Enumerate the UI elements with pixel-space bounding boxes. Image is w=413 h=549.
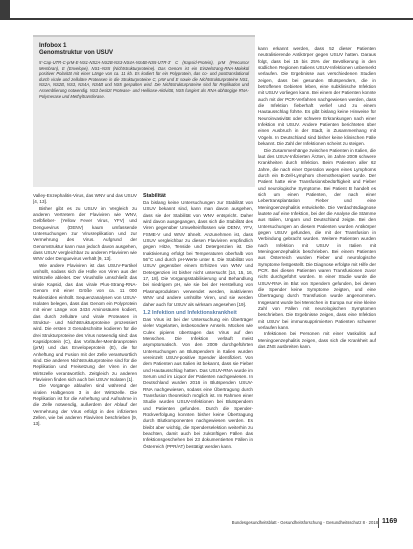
section-heading-infection: 1.2 Infektion und Infektionskrankheit xyxy=(143,309,237,316)
column-left xyxy=(33,193,137,511)
paragraph: Das Virus ist bei der Untersuchung ein Überträger vieler Vogelarten, insbesondere Amseln. Mücken wie Culex pipiens übertragen das Virus auf den Menschen. Die Infektion verläuft meist asymptomatisch. Von den 2009 durchgeführten Untersuchungen an Blutspendern in Italien wurden vereinzelt USUV-positive Spender identifiziert. Von dem Patienten aus Italien ist bekannt, dass sie Fieber und Hautausschlag hatten. Das USUV-RNA wurde im Serum und im Liquor der Patienten nachgewiesen. In Deutschland wurden 2016 in Blutspenden USUV-RNA nachgewiesen, sodass eine Übertragung durch Transfusion theoretisch möglich ist. Im Rahmen einer Studie wurden USUV-Infektionen bei Blutspendern und Patienten gefunden. Durch die Spender-Rückverfolgung konnten bisher keine Übertragung durch Blutkomponenten nachgewiesen werden. Es bleibt aber wichtig, die Spenderselektion weiterhin zu beachten, damit auch bei zukünftigen Fällen das Infektionsgeschehen bei 23 dokumentierten Fällen in Österreich (PPR/AT) bestätigt werden kann. xyxy=(143,316,253,449)
section-heading-stability: Stabilität xyxy=(143,193,166,199)
infobox-subtitle: Genomstruktur von USUV xyxy=(39,49,114,56)
paragraph: kann erkannt werden, dass 52 dieser Patienten neutralisierende Antikörper gegen USUV hatten. Daraus folgt, dass bei 15 bis 25% der Bevölkerung in den südlichen Regionen Italiens USUV-Infektionen unbemerkt verlaufen. Die Ergebnisse aus verschiedenen Studien zeigen, dass bei gesunden Blutspendern, die in betroffenen Gebieten leben, eine subklinische Infektion mit USUV vorliegen kann. Bei einem der Patienten konnte auch mit der PCR-Verfahren nachgewiesen werden, dass die Infektion fieberhaft verlief und zu einem Hautausschlag führte. Es gibt bislang keine Hinweise für Neuroinvasivität oder schwere Erkrankungen nach einer Infektion mit USUV. Andere Patienten berichteten über einen Ausbruch in der Stadt, in Zusammenhang mit Vögeln. In Deutschland sind bisher keine klinischen Fälle bekannt. Die Zahl der Infektionen scheint zu steigen. xyxy=(258,46,376,147)
page-top-bar xyxy=(0,0,413,20)
paragraph: Die Zusammenhänge zwischen Patienten in Italien, die laut des USUV-Infizierten Ärzten, im Jahre 2009 schwere Krankheiten durch Infektion. Beim Patienten aller 62 Jahre, die nach einer Operation wegen eines Lymphoms durch ein B-Zell-Lymphom chemotherapiert wurde. Der Patient hatte eine Transfusionsbedürftigkeit und Fieber und neurologische Symptome. Bei Patient B handelt es sich um einen Patienten, der nach einer Lebertransplantation Fieber und eine Meningoenzephalitis entwickelte. Die Verdachtsdiagnose lautete auf eine Infektion, bei der die Analyse die Stämme aus Italien, Ungarn und Deutschland zeigte. Bei den Untersuchungen an diesem Patienten wurden Antikörper gegen USUV gefunden, die mit der Transfusion in Verbindung gebracht wurden. Weitere Patienten wurden nach Infektion mit USUV in Italien mit Meningoenzephalitis beschrieben. Bei einem Patienten aus Österreich wurden Fieber und neurologische Symptome festgestellt. Die Diagnose erfolgte mit Hilfe der PCR. Bei diesen Patienten waren Transfusionen zuvor nicht durchgeführt worden. In einer Studie wurde die USUV-RNA im Blut von Spendern gefunden, bei denen die Spender keine Symptome zeigten, und eine Übertragung durch Transfusion wurde angenommen. Insgesamt wurde bei Menschen in Europa nur eine kleine Zahl von Fällen mit neurologischen Symptomen beschrieben. Die Ergebnisse zeigen, dass eine Infektion mit USUV bei immunsupprimierten Patienten schwerer verlaufen kann. xyxy=(258,147,376,331)
column-right xyxy=(258,46,376,511)
paragraph: Da bislang keine Untersuchungen zur Stabilität von USUV bekannt sind, kann man davon ausgehen, dass sie der Stabilität von WNV entspricht. Daher wird davon ausgegangen, dass sich die Stabilität des Viren gegenüber Umwelteinflüssen wie DENV, YFV, FSME-V und WNV ähnelt. Anzunehmen ist, dass USUV vergleichbar zu diesen Flaviviren empfindlich gegen Hitze, Tenside und Detergenzien ist. Die Inaktivierung erfolgt bei Temperaturen oberhalb von 56°C und durch pH-Werte unter 6. Die Stabilität von USUV gegenüber einem Erhitzen von WNV und Detergenzien ist bisher nicht untersucht [14, 15, 16, 17, 18]. Die Vorgangsstabilisierung und Behandlung bei niedrigem pH, wie sie bei der Herstellung von Plasmaprodukten verwendet werden, inaktivieren WNV und andere umhüllte Viren, und sie werden daher auch für USUV als wirksam angesehen [19]. xyxy=(143,200,253,307)
top-bar-rule xyxy=(10,18,413,20)
paragraph: Valley-Enzephalitis-Virus, das WNV und das USUV [4, 13]. xyxy=(33,193,137,205)
paragraph: Wie andere Flaviviren ist das USUV-Partikel umhüllt, sodass sich die Hülle von Viren aus der Wirtszelle ableitet. Der Virushülle umschließt das virale Kapsid, das das virale Plus-Strang-RNA-Genom mit einer Größe von ca. 11 000 Nukleotiden einhüllt. Sequenzanalysen von USUV-Isolaten belegen, dass das Genom ein Polyprotein mit einer Länge von 3434 Aminosäuren kodiert, das durch zelluläre und virale Proteasen in Struktur- und Nichtstrukturproteine prozessiert wird. Die ersten 3 Genabschnitte kodieren für die drei Strukturproteine des Virus notwendig sind: das Kapsidprotein (C), das Vorläufer-Membranprotein (prM) und das Envelopeprotein (E), die für Anheftung und Fusion mit der Zelle verantwortlich sind. Die anderen Nichtstrukturproteine sind für die Replikation und Freisetzung der Viren in der Wirtszelle verantwortlich. Zeitgleich zu anderen Flaviviren finden sich auch bei USUV Isolaten [1]. xyxy=(33,262,137,382)
paragraph: Infektionen bei Personen mit einer Vaskulitis auf Meningoenzephalitis zeigen, dass sich die Krankheit auf das ZNS ausbreiten kann. xyxy=(258,331,376,350)
infobox-title: Infobox 1 xyxy=(39,42,67,49)
journal-footer: Bundesgesundheitsblatt - Gesundheitsforschung - Gesundheitsschutz 8 · 2018 xyxy=(231,520,378,525)
column-middle xyxy=(143,193,253,511)
page-number-separator xyxy=(378,518,379,528)
paragraph: Die Vorgänge ablaufen sind während der viralen Halbgenom 3 in der Wirtszelle. Die Replikation ist für die Anheftung und Aufnahme in die Zelle notwendig, außerdem der Ablauf der Vermehrung der Virus erfolgt in den infizierten Zellen, wie bei anderen Flaviviren beschrieben [9, 13]. xyxy=(33,383,137,427)
page-number: 1169 xyxy=(382,518,398,525)
infobox xyxy=(33,35,255,187)
top-bar-block xyxy=(0,0,10,20)
infobox-body: 5'-Cap-UTR-C-prM-E-NS1-NS2A-NS2B-NS3-NS4A-NS4B-NS5-UTR-3' C (Kapsid-Protein), prM (Precursor Membran), E (Envelope), NS1–NS5 (Nichtstrukturproteine). Das Genom ist ein Einzelstrang-RNA-Molekül positiver Polarität mit einer Länge von ca. 11 kb. Es kodiert für ein Polyprotein, das co- und posttranslational durch virale und zelluläre Proteasen in die Strukturproteine C, prM und E sowie die Nichtstrukturproteine NS1, NS2A, NS2B, NS3, NS4A, NS4B und NS5 gespalten wird. Die Nichtstrukturproteine sind für Replikation und Assemblierung notwendig. NS3 besitzt Protease- und Helikase-Aktivität, NS5 fungiert als RNA-abhängige RNA-Polymerase und Methyltransferase. xyxy=(39,60,249,99)
paragraph: Bisher gibt es zu USUV im Vergleich zu anderen Vertretern der Flaviviren wie WNV, Gelbfieber- (Yellow Fever Virus, YFV) und Denguevirus (DENV) kaum umfassende Untersuchungen zur Virusreplikation und zur Vermehrung des Virus. Aufgrund der Genomstruktur kann man jedoch davon ausgehen, dass USUV vergleichbar zu anderen Flaviviren wie WNV oder Denguevirus verhält [9, 13]. xyxy=(33,205,137,262)
